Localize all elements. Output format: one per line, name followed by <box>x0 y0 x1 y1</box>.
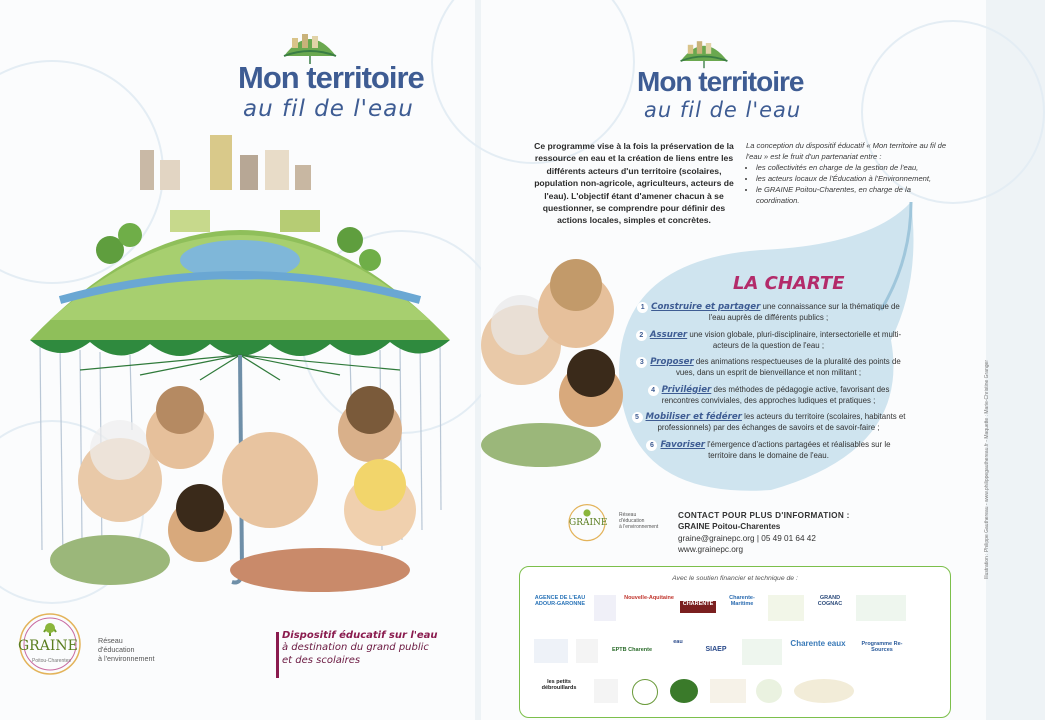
charte-item-3 <box>631 357 906 379</box>
partner-logo <box>534 639 568 663</box>
concept-block <box>746 140 956 206</box>
item-keyword: Mobiliser et fédérer <box>645 412 742 423</box>
partner-logo: Charente eaux <box>790 639 846 648</box>
item-number: 1 <box>637 302 648 313</box>
item-number: 3 <box>636 357 647 368</box>
item-keyword: Proposer <box>650 357 694 368</box>
charte-title: LA CHARTE <box>733 273 845 294</box>
right-page <box>481 0 990 720</box>
charte-item-5 <box>631 412 906 434</box>
item-number: 4 <box>648 385 659 396</box>
graine-desc-3: à l'environnement <box>98 654 155 663</box>
partner-logo: les petits débrouillards <box>541 679 577 691</box>
item-keyword: Assurer <box>649 329 688 340</box>
item-text: les acteurs du territoire (scolaires, habitants et professionnels) par des échanges de savoirs et de savoir-faire ; <box>657 412 906 433</box>
people-illustration <box>481 255 641 465</box>
item-number: 5 <box>632 412 643 423</box>
partner-logo <box>742 639 782 665</box>
partners-label: Avec le soutien financier et technique de : <box>672 575 798 582</box>
brand-title: Mon territoire <box>637 66 804 97</box>
partner-logo: Charente-Maritime <box>729 595 755 607</box>
contact-org: GRAINE Poitou-Charentes <box>678 522 781 532</box>
graine-logo <box>10 608 210 688</box>
umbrella-logo-icon <box>280 28 340 64</box>
contact-heading: CONTACT POUR PLUS D'INFORMATION : <box>678 511 850 520</box>
graine-region: Poitou-Charentes <box>32 658 71 664</box>
brand-title: Mon territoire <box>238 60 424 95</box>
dispositif-caption <box>282 630 462 667</box>
partner-logo <box>594 679 618 703</box>
partner-logo: SIAEP <box>705 646 727 653</box>
partner-logo <box>710 679 746 703</box>
graine-name: GRAINE <box>18 638 78 654</box>
brand-subtitle: au fil de l'eau <box>243 96 414 122</box>
charte-item-1 <box>631 302 906 324</box>
partner-logo <box>594 595 616 621</box>
partner-logo: Nouvelle-Aquitaine <box>624 595 674 601</box>
charte-list <box>631 302 906 468</box>
partner-logo: eau <box>673 639 683 645</box>
graine-desc-1: Réseau <box>98 636 123 645</box>
umbrella-illustration <box>20 130 460 590</box>
graine-logo-small <box>563 500 673 550</box>
item-text: une vision globale, pluri-disciplinaire, intersectorielle et multi-acteurs de la question de l'eau ; <box>687 329 902 350</box>
contact-line: graine@grainepc.org | 05 49 01 64 42 <box>678 533 816 543</box>
partners-box <box>519 566 951 718</box>
partner-logo <box>856 595 906 621</box>
charte-item-4 <box>631 385 906 407</box>
brand-subtitle: au fil de l'eau <box>644 98 802 122</box>
item-keyword: Privilégier <box>661 384 712 395</box>
caption-line-2: à destination du grand public <box>282 642 429 654</box>
caption-line-1: Dispositif éducatif sur l'eau <box>282 630 438 641</box>
item-text: l'émergence d'actions partagées et réalisables sur le territoire dans le domaine de l'eau. <box>705 439 891 460</box>
item-text: des animations respectueuses de la pluralité des points de vues, dans un esprit de bienveillance et non militant ; <box>675 357 901 378</box>
charte-item-6 <box>631 440 906 462</box>
graine-desc-2: d'éducation <box>619 518 645 524</box>
contact-block <box>678 510 850 555</box>
partner-logo: AGENCE DE L'EAU ADOUR-GARONNE <box>534 595 586 607</box>
left-page <box>0 0 475 720</box>
item-keyword: Favoriser <box>660 439 706 450</box>
graine-desc-3: à l'environnement <box>619 524 659 530</box>
partner-logo <box>632 679 658 705</box>
item-keyword: Construire et partager <box>651 302 761 312</box>
caption-accent-bar <box>276 632 279 678</box>
partner-logo: GRAND COGNAC <box>817 595 843 607</box>
item-text: des méthodes de pédagogie active, favorisant des rencontres conviviales, des approches ludiques et pratiques ; <box>661 384 890 405</box>
concept-item: • le GRAINE Poitou-Charentes, en charge de la coordination. <box>756 184 956 206</box>
graine-desc-1: Réseau <box>619 512 637 518</box>
concept-lead: La conception du dispositif éducatif « Mon territoire au fil de l'eau » est le fruit d'un partenariat entre : <box>746 141 947 161</box>
partner-logo <box>670 679 698 703</box>
graine-desc-2: d'éducation <box>98 645 135 654</box>
item-number: 2 <box>636 330 647 341</box>
umbrella-logo-icon <box>677 35 731 69</box>
partner-logo <box>794 679 854 703</box>
charte-item-2 <box>631 330 906 352</box>
partner-logo <box>768 595 804 621</box>
contact-website: www.grainepc.org <box>678 544 744 554</box>
graine-name: GRAINE <box>569 518 608 528</box>
partner-logo <box>576 639 598 663</box>
illustration-credit: Illustration : Philippe Gauthereau - www.philippegauthereau.fr - Maquette : Marie-Christine Granger <box>984 360 990 579</box>
intro-paragraph: Ce programme vise à la fois la préservation de la ressource en eau et la création de liens entre les différents acteurs d'un territoire (scolaires, population non-agricole, agriculteurs, acteurs de l'eau). L'objectif étant d'amener chacun à se questionner, se comprendre pour définir des actions locales, simples et concrètes. <box>534 141 734 226</box>
partner-logo: CHARENTE <box>680 601 716 613</box>
partner-logo: Programme Re-Sources <box>861 641 903 653</box>
concept-item: • les collectivités en charge de la gestion de l'eau, <box>756 162 956 173</box>
item-text: une connaissance sur la thématique de l'eau auprès de différents publics ; <box>708 302 900 322</box>
item-number: 6 <box>646 440 657 451</box>
partner-logo <box>756 679 782 703</box>
concept-item: • les acteurs locaux de l'Éducation à l'Environnement, <box>756 173 956 184</box>
partner-logo: EPTB Charente <box>611 647 653 653</box>
caption-line-3: et des scolaires <box>282 654 361 666</box>
